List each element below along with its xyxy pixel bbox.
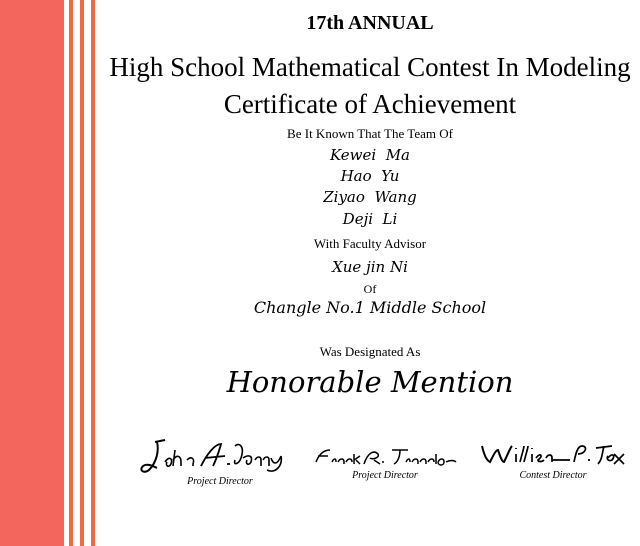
team-member: Deji Li (342, 210, 398, 228)
signature-scribble (135, 436, 295, 476)
advisor-label: With Faculty Advisor (313, 236, 427, 251)
contest-name: High School Mathematical Contest In Modeling (109, 52, 631, 82)
certificate-title: Certificate of Achievement (223, 89, 517, 119)
border-stripe (80, 0, 84, 546)
border-stripe (69, 0, 73, 546)
designated-label: Was Designated As (319, 344, 421, 359)
advisor-name: Xue jin Ni (332, 258, 408, 276)
team-member: Kewei Ma (329, 146, 411, 164)
of-label: Of (363, 282, 377, 296)
award-title: Honorable Mention (226, 365, 514, 399)
intro-text: Be It Known That The Team Of (287, 126, 453, 141)
annual-heading: 17th ANNUAL (306, 12, 434, 34)
border-band (0, 0, 64, 546)
signature-block-2 (310, 444, 460, 481)
border-stripe (91, 0, 95, 546)
signature-block-3 (478, 440, 628, 481)
signature-block-1 (135, 436, 295, 487)
signature-title: Contest Director (519, 470, 587, 481)
signature-title: Project Director (352, 470, 418, 481)
signature-scribble (478, 440, 628, 468)
team-member: Hao Yu (340, 167, 400, 185)
signature-title: Project Director (187, 476, 253, 487)
team-member: Ziyao Wang (323, 188, 417, 206)
signature-scribble (310, 444, 460, 468)
school-name: Changle No.1 Middle School (253, 298, 487, 317)
decorative-border (0, 0, 100, 546)
